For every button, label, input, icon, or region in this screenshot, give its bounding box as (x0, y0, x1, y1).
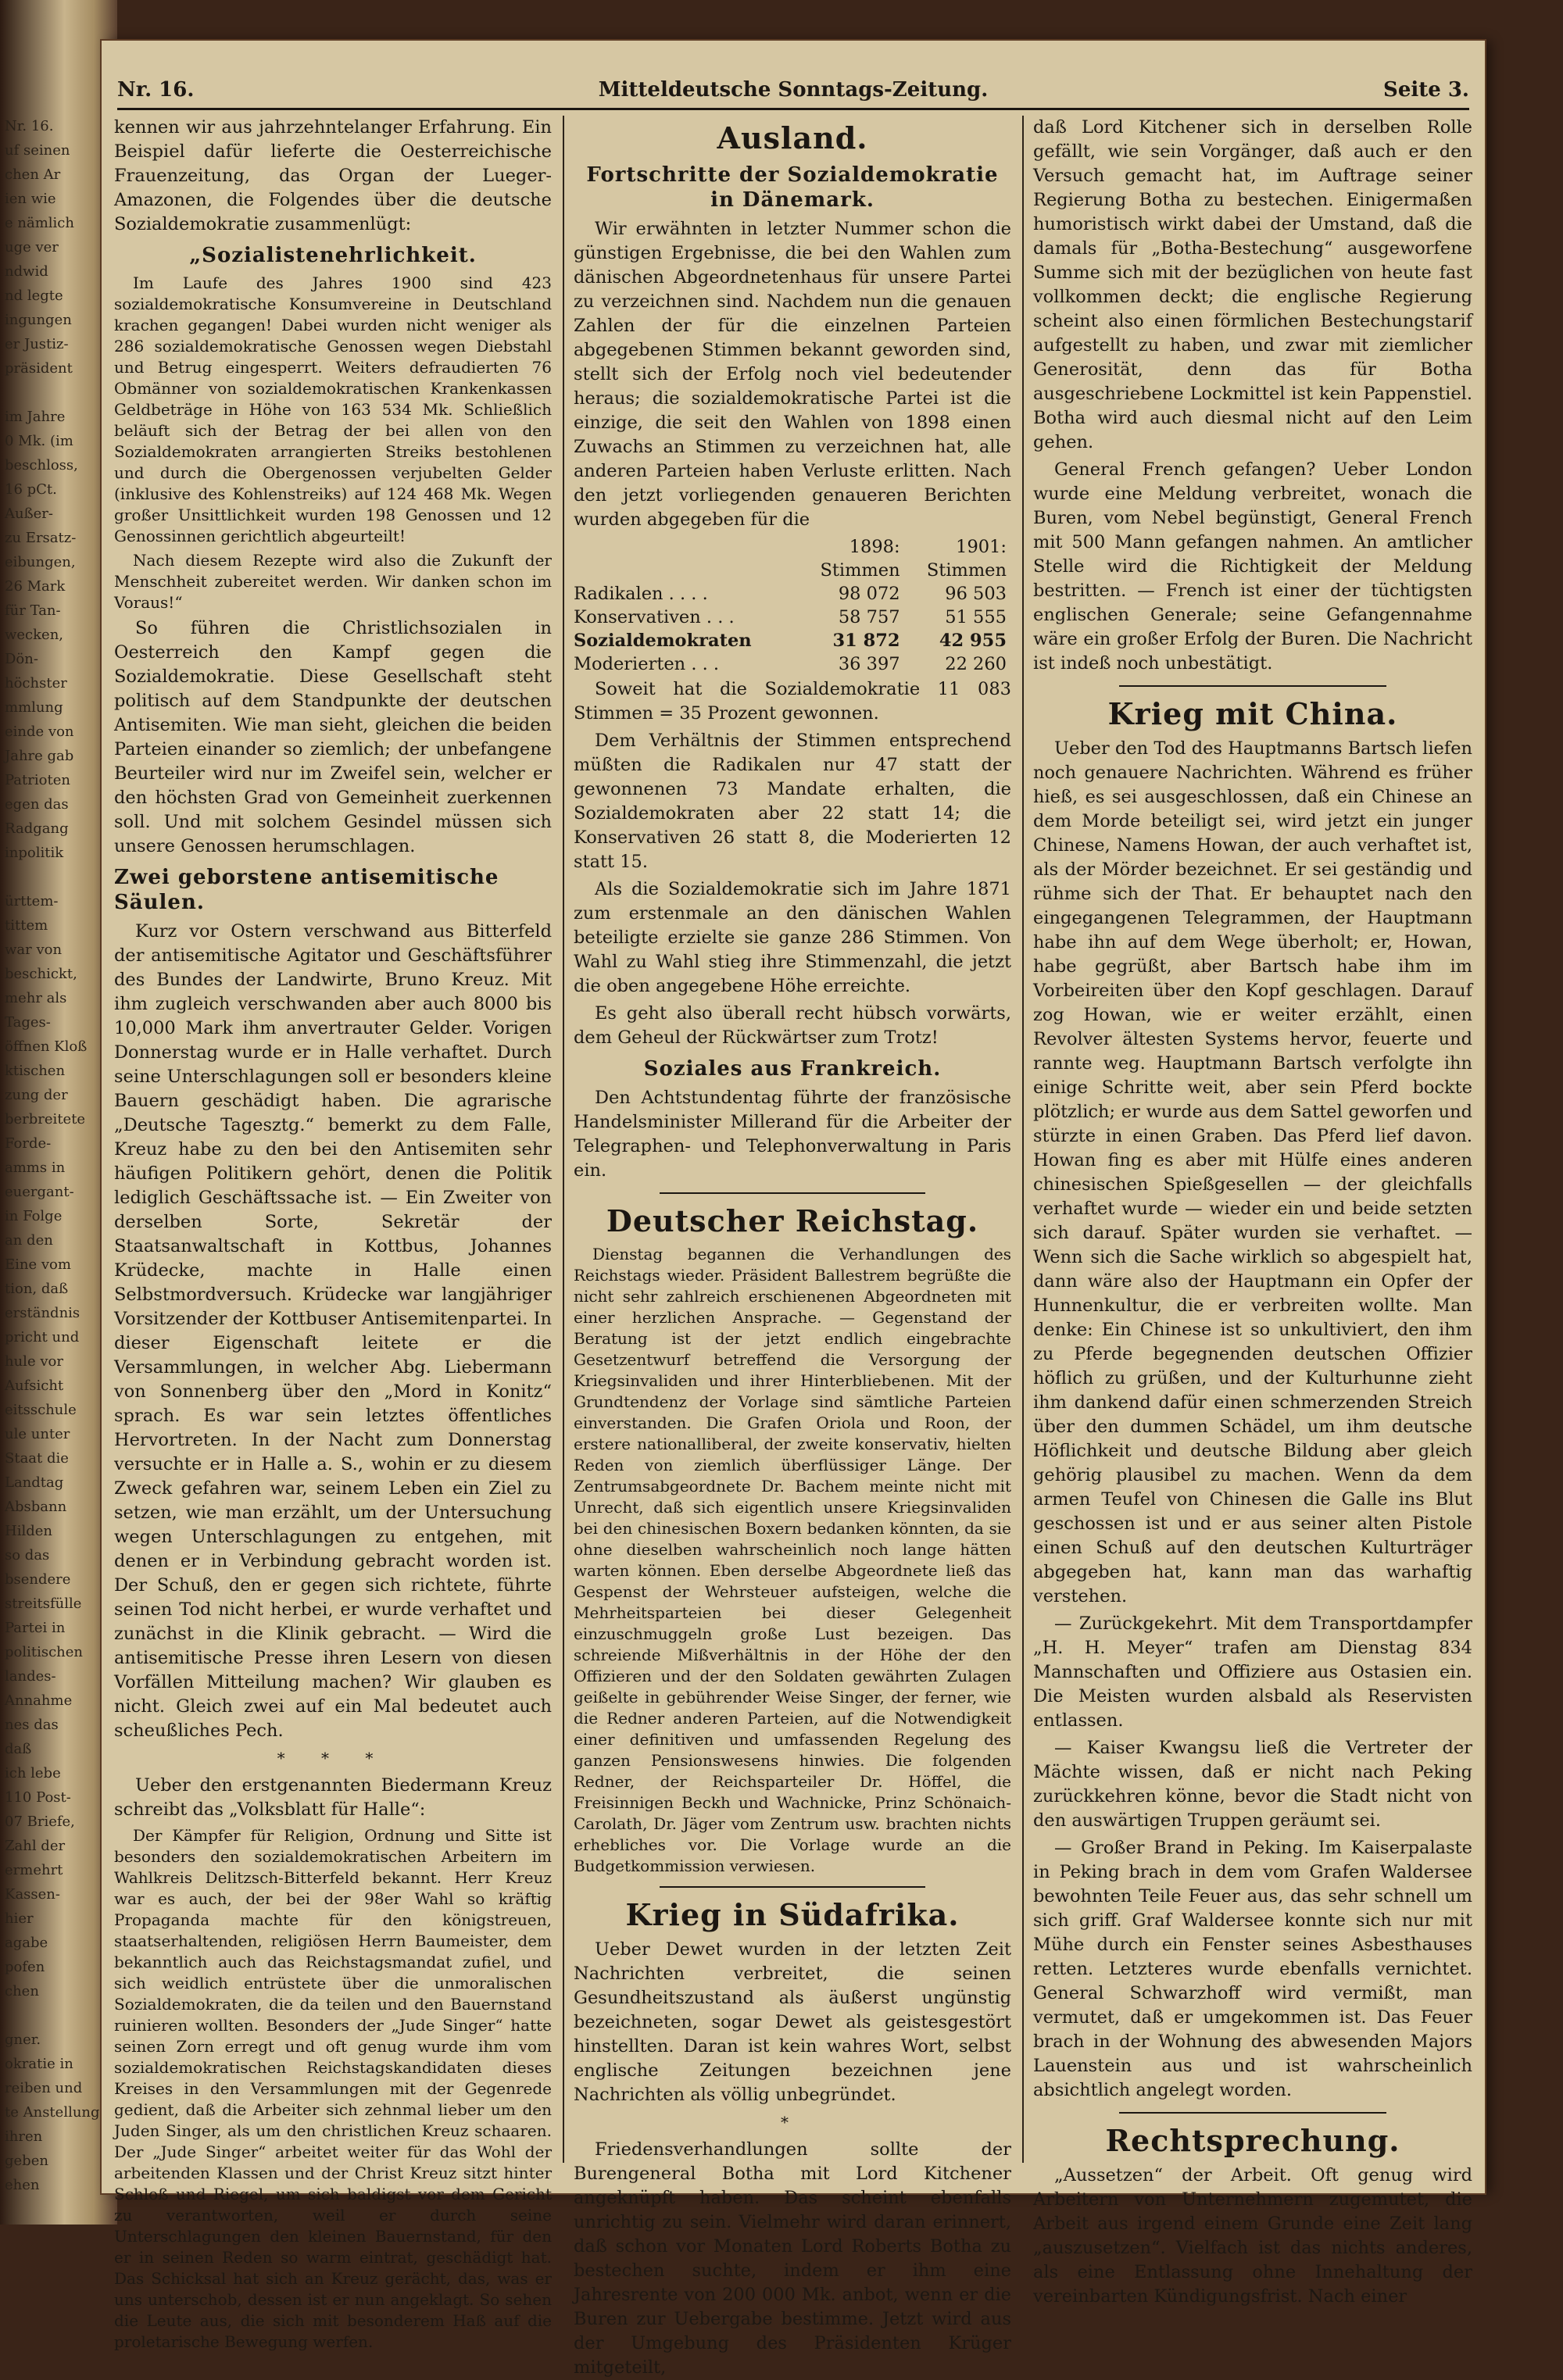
votes-1898: 98 072 (838, 584, 900, 604)
binding-text-fragment: gner. (5, 2032, 41, 2048)
binding-text-fragment: ien wie (5, 191, 56, 207)
binding-text-fragment: Radgang (5, 820, 69, 837)
binding-text-fragment: landes- (5, 1668, 56, 1685)
separator-star: * (781, 2113, 804, 2132)
paragraph: So führen die Christlichsozialen in Oesterreich den Kampf gegen die Sozialdemokratie. Diese Gesellschaft steht politisch auf dem Standpunkte der deutschen Antisemiten. Wie man sieht, gleichen die beiden Parteien einander so ziemlich; der unbefangene Beurteiler wird nur im Zweifel sein, welcher er den höchsten Grad von Gemeinheit zuerkennen soll. Und mit solchem Gesindel müssen sich unsere Genossen herumschlagen. (114, 618, 552, 856)
votes-1898: 36 397 (838, 654, 900, 674)
party-name: Radikalen . . . . (574, 584, 708, 604)
binding-text-fragment: war von (5, 942, 63, 958)
binding-text-fragment: für Tan- (5, 602, 61, 619)
binding-text-fragment: okratie in (5, 2056, 73, 2072)
binding-text-fragment: tittem (5, 917, 48, 934)
votes-1901: 96 503 (945, 584, 1007, 604)
binding-text-fragment: chen Ar (5, 166, 61, 183)
quote-paragraph: Nach diesem Rezepte wird also die Zukunft der Menschheit zubereitet werden. Wir danken schon im Voraus!“ (114, 551, 552, 612)
binding-text-fragment: 07 Briefe, (5, 1814, 75, 1830)
binding-text-fragment: mehr als (5, 990, 67, 1006)
binding-text-fragment: ehen (5, 2177, 40, 2193)
paragraph: — Großer Brand in Peking. Im Kaiserpalaste in Peking brach in dem vom Grafen Waldersee bewohnten Teile Feuer aus, das sehr schnell um sich griff. Graf Waldersee konnte sich nur mit Mühe durch ein Fenster seines Asbesthauses retten. Letzteres wurde ebenfalls vernichtet. General Schwarzhoff wird vermißt, man vermutet, daß er umgekommen ist. Das Feuer brach in der Wohnung des abwesenden Majors Lauenstein aus und ist wahrscheinlich absichtlich angelegt worden. (1033, 1838, 1472, 2100)
table-header-unit: Stimmen (820, 560, 900, 581)
paragraph: Als die Sozialdemokratie sich im Jahre 1871 zum erstenmale an den dänischen Wahlen beteiligte erzielte sie ganze 286 Stimmen. Von Wahl zu Wahl stieg ihre Stimmenzahl, die jetzt die oben angegebene Höhe erreichte. (574, 879, 1011, 996)
binding-text-fragment: politischen (5, 1644, 84, 1660)
binding-text-fragment: ktischen (5, 1063, 66, 1079)
binding-text-fragment: hule vor (5, 1353, 63, 1370)
paragraph: Ueber Dewet wurden in der letzten Zeit Nachrichten verbreitet, die seinen Gesundheitszustand als äußerst ungünstig bezeichneten, sogar Dewet als geistesgestört hinstellten. Daran ist kein wahres Wort, selbst englische Zeitungen bezeichnen jene Nachrichten als völlig unbegründet. (574, 1939, 1011, 2105)
column-1 (114, 116, 552, 2351)
binding-text-fragment: höchster (5, 675, 67, 691)
paragraph: kennen wir aus jahrzehntelanger Erfahrung. Ein Beispiel dafür lieferte die Oesterreichische Frauenzeitung, das Organ der Lueger-Amazonen, die Folgendes über die deutsche Sozialdemokratie zusammenlügt: (114, 117, 552, 234)
binding-text-fragment: pofen (5, 1959, 45, 1975)
binding-text-fragment: Kassen- (5, 1886, 60, 1903)
binding-text-fragment: Landtag (5, 1474, 64, 1491)
binding-text-fragment: Forde- (5, 1135, 52, 1152)
party-name: Moderierten . . . (574, 654, 720, 674)
table-row (574, 629, 1011, 652)
binding-text-fragment: Patrioten (5, 772, 70, 788)
column-3 (1033, 116, 1472, 2307)
paragraph: Es geht also überall recht hübsch vorwärts, dem Geheul der Rückwärtser zum Trotz! (574, 1003, 1011, 1048)
binding-text-fragment: Dön- (5, 651, 38, 667)
binding-text-fragment: bsendere (5, 1571, 71, 1588)
binding-text-fragment: ihren (5, 2128, 43, 2145)
paragraph: — Kaiser Kwangsu ließ die Vertreter der Mächte wissen, daß er nicht nach Peking zurückkehren könne, bevor die Stadt nicht von den auswärtigen Truppen geräumt sei. (1033, 1738, 1472, 1831)
binding-text-fragment: Hilden (5, 1523, 52, 1539)
binding-text-fragment: geben (5, 2153, 48, 2169)
binding-text-fragment: im Jahre (5, 409, 66, 425)
page-header (117, 78, 1469, 106)
section-heading: Deutscher Reichstag. (606, 1203, 979, 1238)
article-heading: Zwei geborstene antisemitische Säulen. (114, 866, 499, 914)
table-header-unit: Stimmen (926, 560, 1007, 581)
binding-text-fragment: eitsschule (5, 1402, 77, 1418)
section-divider (660, 1886, 925, 1888)
binding-text-fragment: öffnen Kloß (5, 1038, 88, 1055)
paragraph: daß Lord Kitchener sich in derselben Rolle gefällt, wie sein Vorgänger, daß auch er den Versuch gemacht hat, im Auftrage seiner Regierung Botha zu bestechen. Einigermaßen humoristisch wirkt dabei der Umstand, daß die damals für „Botha-Bestechung“ ausgeworfene Summe sich mit der bezüglichen von heute fast vollkommen deckt; die englische Regierung scheint also einen förmlichen Bestechungstarif aufgestellt zu haben, und zwar mit ziemlicher Generosität, denn das für Botha ausgeschriebene Lockmittel ist kein Pappenstiel. Botha wird auch diesmal nicht auf den Leim gehen. (1033, 117, 1472, 452)
votes-1901: 42 955 (939, 631, 1007, 651)
article-heading: „Sozialistenehrlichkeit. (189, 244, 477, 267)
binding-text-fragment: Nr. 16. (5, 118, 54, 134)
binding-text-fragment: euergant- (5, 1184, 74, 1200)
binding-text-fragment: Absbann (5, 1499, 67, 1515)
table-header-year: 1898: (849, 537, 900, 557)
separator-stars: * * * (277, 1749, 389, 1767)
binding-text-fragment: beschickt, (5, 966, 77, 982)
binding-text-fragment: uge ver (5, 239, 59, 256)
binding-text-fragment: 26 Mark (5, 578, 66, 595)
binding-text-fragment: hier (5, 1910, 34, 1927)
binding-text-fragment: pricht und (5, 1329, 80, 1345)
paragraph: Friedensverhandlungen sollte der Burengeneral Botha mit Lord Kitchener angeknüpft haben. Das scheint ebenfalls unrichtig zu sein. Vielmehr wird daran erinnert, daß schon vor Monaten Lord Roberts Botha zu bestechen suchte, indem er ihm eine Jahresrente von 200 000 Mk. anbot, wenn er die Buren zur Uebergabe bestimme. Jetzt wird aus der Umgebung des Präsidenten Krüger mitgeteilt, (574, 2139, 1011, 2378)
binding-text-fragment: nes das (5, 1717, 59, 1733)
binding-text-fragment: inpolitik (5, 845, 64, 861)
section-heading: Krieg mit China. (1107, 696, 1398, 731)
section-divider (660, 1192, 925, 1194)
header-rule (117, 108, 1469, 110)
binding-text-fragment: zu Ersatz- (5, 530, 77, 546)
table-row (574, 582, 1011, 606)
binding-text-fragment: berbreitete (5, 1111, 86, 1127)
binding-text-fragment: reiben und (5, 2080, 83, 2096)
paragraph: Dienstag begannen die Verhandlungen des Reichstags wieder. Präsident Ballestrem begrüßte die nicht sehr zahlreich erschienenen Abgeordneten mit einer herzlichen Ansprache. — Gegenstand der Beratung ist der jetzt endlich eingebrachte Gesetzentwurf betreffend die Versorgung der Kriegsinvaliden und ihrer Hinterbliebenen. Mit der Grundtendenz der Vorlage sind sämtliche Parteien einverstanden. Die Grafen Oriola und Roon, der erstere nationalliberal, der zweite konservativ, hielten Reden von ziemlich überflüssiger Länge. Der Zentrumsabgeordnete Dr. Bachem meinte nicht mit Unrecht, daß sich eigentlich unsere Kriegsinvaliden bei den chinesischen Boxern bedanken könnten, da sie ohne dieselben wahrscheinlich noch lange hätten warten können. Eben derselbe Abgeordnete ließ das Gespenst der Wehrsteuer aufsteigen, welche die Mehrheitsparteien bei dieser Gelegenheit einzuschmuggeln große Lust bezeigen. Das schreiende Mißverhältnis in der Höhe der den Offizieren und der den Soldaten gewährten Zulagen geißelte in gebührender Weise Singer, der ferner, wie die Redner anderen Parteien, auf die Notwendigkeit einer definitiven und umfassenden Regelung des ganzen Pensionswesens hinwies. Die folgenden Redner, der Reichsparteiler Dr. Höffel, die Freisinnigen Beckh und Wachnicke, Prinz Schönaich-Carolath, Dr. Jäger vom Zentrum usw. brachten nichts erhebliches vor. Die Vorlage wurde an die Budgetkommission verwiesen. (574, 1245, 1011, 1875)
binding-text-fragment: 0 Mk. (im (5, 433, 73, 449)
section-heading: Rechtsprechung. (1105, 2123, 1400, 2158)
paragraph: Ueber den erstgenannten Biedermann Kreuz schreibt das „Volksblatt für Halle“: (114, 1775, 552, 1820)
binding-text-fragment: Staat die (5, 1450, 69, 1467)
issue-number: Nr. 16. (117, 78, 195, 102)
binding-text-fragment: Partei in (5, 1620, 66, 1636)
binding-text-fragment: so das (5, 1547, 50, 1563)
column-2 (574, 116, 1011, 2378)
binding-text-fragment: Außer- (5, 506, 53, 522)
binding-text-fragment: Eine vom (5, 1256, 71, 1273)
table-row (574, 606, 1011, 629)
paragraph: Den Achtstundentag führte der französische Handelsminister Millerand für die Arbeiter der Telegraphen- und Telephonverwaltung in Paris ein. (574, 1088, 1011, 1181)
binding-text-fragment: nd legte (5, 288, 63, 304)
quote-paragraph: Im Laufe des Jahres 1900 sind 423 sozialdemokratische Konsumvereine in Deutschland krachen gegangen! Dabei wurden nicht weniger als 286 sozialdemokratische Genossen wegen Diebstahl und Betrug eingesperrt. Weiters defraudierten 76 Obmänner von sozialdemokratischen Krankenkassen Geldbeträge in Höhe von 163 534 Mk. Schließlich beläuft sich der Betrag der bei allen von den Sozialdemokraten arrangierten Streiks bestohlenen und durch die Obergenossen verjubelten Gelder (inklusive des Kohlenstreiks) auf 124 468 Mk. Wegen großer Unsittlichkeit wurden 198 Genossen und 12 Genossinnen gerichtlich abgeurteilt! (114, 273, 552, 545)
election-results-table (574, 535, 1011, 676)
votes-1901: 22 260 (945, 654, 1007, 674)
binding-text-fragment: Aufsicht (5, 1378, 64, 1394)
binding-text-fragment: uf seinen (5, 142, 70, 159)
section-heading: Krieg in Südafrika. (625, 1897, 960, 1932)
quote-paragraph: Der Kämpfer für Religion, Ordnung und Sitte ist besonders den sozialdemokratischen Arbeitern im Wahlkreis Delitzsch-Bitterfeld bekannt. Herr Kreuz war es auch, der bei der 98er Wahl so kräftig Propaganda machte für den königstreuen, staatserhaltenden, religiösen Herrn Baumeister, dem bekanntlich auch das Reichstagsmandat zufiel, und sich weidlich entrüstete über die unmoralischen Sozialdemokraten, die da teilen und den Bauernstand ruinieren wollten. Besonders der „Jude Singer“ hatte seinen Zorn erregt und oft genug wurde ihm vom sozialdemokratischen Reichstagskandidaten dieses Kreises in den Versammlungen mit der Gegenrede gedient, daß die Arbeiter sich zehnmal lieber um den Juden Singer, als um den christlichen Kreuz schaaren. Der „Jude Singer“ arbeitet weiter für das Wohl der arbeitenden Klassen und der Christ Kreuz sitzt hinter Schloß und Riegel, um sich baldigst vor dem Gericht zu verantworten, weil er durch seine Unterschlagungen den kleinen Bauernstand, für den er in seinen Reden so warm eintrat, geschädigt hat. Das Schicksal hat sich an Kreuz gerächt, das, was er uns unterschob, dessen ist er nun angeklagt. So sehen die Leute aus, die sich mit besonderem Haß auf die proletarische Bewegung werfen. (114, 1826, 552, 2351)
page-number: Seite 3. (1383, 78, 1469, 102)
binding-text-fragment: zung der (5, 1087, 68, 1103)
binding-text-fragment: einde von (5, 724, 74, 740)
column-rule (1022, 116, 1024, 2163)
article-heading: Soziales aus Frankreich. (643, 1057, 942, 1081)
binding-text-fragment: 16 pCt. (5, 481, 57, 498)
paragraph: — Zurückgekehrt. Mit dem Transportdampfer „H. H. Meyer“ trafen am Dienstag 834 Mannschaften und Offiziere aus Ostasien ein. Die Meisten wurden alsbald als Reservisten entlassen. (1033, 1613, 1472, 1731)
binding-text-fragment: 110 Post- (5, 1789, 71, 1806)
binding-text-fragment: amms in (5, 1160, 66, 1176)
paragraph: Wir erwähnten in letzter Nummer schon die günstigen Ergebnisse, die bei den Wahlen zum dänischen Abgeordnetenhaus für unsere Partei zu verzeichnen sind. Nachdem nun die genauen Zahlen der für die einzelnen Parteien abgegebenen Stimmen bekannt geworden sind, stellt sich der Erfolg noch viel bedeutender heraus; die sozialdemokratische Partei ist die einzige, die seit den Wahlen von 1898 einen Zuwachs an Stimmen zu verzeichnen hat, alle anderen Parteien haben Verluste erlitten. Nach den jetzt vorliegenden genaueren Berichten wurden abgegeben für die (574, 219, 1011, 530)
binding-text-fragment: ingungen (5, 312, 72, 328)
binding-text-fragment: ich lebe (5, 1765, 61, 1781)
party-name: Sozialdemokraten (574, 631, 752, 651)
party-name: Konservativen . . . (574, 607, 735, 627)
votes-1901: 51 555 (945, 607, 1007, 627)
binding-text-fragment: in Folge (5, 1208, 63, 1224)
binding-text-fragment: egen das (5, 796, 69, 813)
paragraph: Kurz vor Ostern verschwand aus Bitterfeld der antisemitische Agitator und Geschäftsführer des Bundes der Landwirte, Bruno Kreuz. Mit ihm zugleich verschwanden aber auch 8000 bis 10,000 Mark ihm anvertrauter Gelder. Vorigen Donnerstag wurde er in Halle verhaftet. Durch seine Unterschlagungen soll er besonders kleine Bauern geschädigt haben. Die agrarische „Deutsche Tagesztg.“ bemerkt zu dem Falle, Kreuz habe zu den bei den Antisemiten sehr häufigen Politikern gehört, denen die Politik lediglich Geschäftssache ist. — Ein Zweiter von derselben Sorte, Sekretär der Staatsanwaltschaft in Kottbus, Johannes Krüdecke, machte in Halle einen Selbstmordversuch. Krüdecke war langjähriger Vorsitzender der Kottbuser Antisemitenpartei. In dieser Eigenschaft leitete er die Versammlungen, in welcher Abg. Liebermann von Sonnenberg über den „Mord in Konitz“ sprach. Es war sein letztes öffentliches Hervortreten. In der Nacht zum Donnerstag versuchte er in Halle a. S., wohin er zu diesem Zweck gefahren war, seinem Leben ein Ziel zu setzen, wie man erzählt, um der Untersuchung wegen Unterschlagungen zu entgehen, mit denen er in Verbindung gebracht worden ist. Der Schuß, den er gegen sich richtete, führte seinen Tod nicht herbei, er wurde verhaftet und zunächst in die Klinik gebracht. — Wird die antisemitische Presse ihren Lesern von diesen Vorfällen Mitteilung machen? Wir glauben es nicht. Gleich zwei auf ein Mal bedeutet auch scheußliches Pech. (114, 921, 552, 1741)
binding-text-fragment: te Anstellung (5, 2104, 100, 2121)
table-row (574, 652, 1011, 676)
paragraph: General French gefangen? Ueber London wurde eine Meldung verbreitet, wonach die Buren, vom Nebel begünstigt, General French mit 500 Mann gefangen nahmen. An amtlicher Stelle wird die Richtigkeit der Meldung bestritten. — French ist einer der tüchtigsten englischen Generale; seine Gefangennahme wäre ein großer Erfolg der Buren. Die Nachricht ist indeß noch unbestätigt. (1033, 459, 1472, 674)
column-rule (563, 116, 564, 2163)
binding-text-fragment: chen (5, 1983, 39, 1999)
votes-1898: 31 872 (832, 631, 900, 651)
binding-text-fragment: Zahl der (5, 1838, 66, 1854)
binding-text-fragment: präsident (5, 360, 73, 377)
section-divider (1119, 685, 1386, 687)
binding-text-fragment: daß (5, 1741, 32, 1757)
binding-text-fragment: e nämlich (5, 215, 74, 231)
binding-text-fragment: ürttem- (5, 893, 59, 909)
binding-text-fragment: agabe (5, 1935, 48, 1951)
binding-text-fragment: eibungen, (5, 554, 76, 570)
binding-text-fragment: Jahre gab (5, 748, 74, 764)
binding-text-fragment: streitsfülle (5, 1596, 82, 1612)
paragraph: Ueber den Tod des Hauptmanns Bartsch liefen noch genauere Nachrichten. Während es früher hieß, es sei ausgeschlossen, daß ein Chinese an dem Morde beteiligt sei, wird jetzt ein junger Chinese, Namens Howan, der auch verhaftet ist, als der Mörder bezeichnet. Er sei geständig und rühme sich der That. Er behauptet nach den eingegangenen Telegrammen, der Hauptmann habe ihn auf dem Wege überholt; er, Howan, habe gegrüßt, aber Bartsch habe ihm im Vorbeireiten über den Kopf geschlagen. Darauf zog Howan, wie er weiter erzählt, einen Revolver ältesten Systems hervor, feuerte und rannte weg. Hauptmann Bartsch verfolgte ihn einige Schritte weit, aber sein Pferd bockte plötzlich; er wurde aus dem Sattel geworfen und stürzte in einen Graben. Das Pferd lief davon. Howan fing es aber mit Hülfe eines anderen chinesischen Spießgesellen — der gleichfalls verhaftet wurde — wieder ein und beide setzten sich darauf. Später wurden sie verhaftet. — Wenn sich die Sache wirklich so abgespielt hat, dann wäre also der Hauptmann ein Opfer der Hunnenkultur, die er verbreiten wollte. Man denke: Ein Chinese ist so unkultiviert, den ihm zu Pferde begegnenden deutschen Offizier höflich zu grüßen, und der Kulturhunne zieht ihm dankend dafür einen schmerzenden Streich über den dummen Schädel, um ihm deutsche Höflichkeit und deutsche Bildung aber gleich gehörig plausibel zu machen. Wenn da dem armen Teufel von Chinesen die Galle ins Blut geschossen ist und er aus seiner alten Pistole einen Schuß auf den deutschen Kulturträger abgegeben hat, kann man das warhaftig verstehen. (1033, 738, 1472, 1606)
binding-text-fragment: Annahme (5, 1692, 73, 1709)
table-header-year: 1901: (956, 537, 1007, 557)
binding-text-fragment: an den (5, 1232, 53, 1249)
newspaper-page (102, 41, 1485, 2378)
article-heading: Fortschritte der Sozialdemokratie in Dänemark. (586, 163, 999, 212)
newspaper-title: Mitteldeutsche Sonntags-Zeitung. (598, 78, 989, 102)
binding-text-fragment: ermehrt (5, 1862, 63, 1878)
binding-text-fragment: wecken, (5, 627, 64, 643)
book-binding-edge (0, 0, 117, 2225)
votes-1898: 58 757 (838, 607, 900, 627)
binding-text-fragment: mmlung (5, 699, 63, 716)
binding-text-fragment: er Justiz- (5, 336, 69, 352)
binding-text-fragment: ndwid (5, 263, 48, 280)
section-heading: Ausland. (717, 120, 868, 155)
binding-text-fragment: ule unter (5, 1426, 70, 1442)
paragraph: Dem Verhältnis der Stimmen entsprechend müßten die Radikalen nur 47 statt der gewonnenen 73 Mandate erhalten, die Sozialdemokraten aber 22 statt 14; die Konservativen 26 statt 8, die Moderierten 12 statt 15. (574, 731, 1011, 872)
paragraph: Soweit hat die Sozialdemokratie 11 083 Stimmen = 35 Prozent gewonnen. (574, 679, 1011, 724)
binding-text-fragment: tion, daß (5, 1281, 69, 1297)
binding-text-fragment: erständnis (5, 1305, 80, 1321)
binding-text-fragment: beschloss, (5, 457, 78, 473)
paragraph: „Aussetzen“ der Arbeit. Oft genug wird Arbeitern von Unternehmern zugemutet, die Arbeit aus irgend einem Grunde eine Zeit lang „auszusetzen“. Vielfach ist das nichts anderes, als eine Entlassung ohne Innehaltung der vereinbarten Kündigungsfrist. Nach einer (1033, 2165, 1472, 2307)
section-divider (1119, 2112, 1386, 2114)
binding-text-fragment: Tages- (5, 1014, 51, 1031)
